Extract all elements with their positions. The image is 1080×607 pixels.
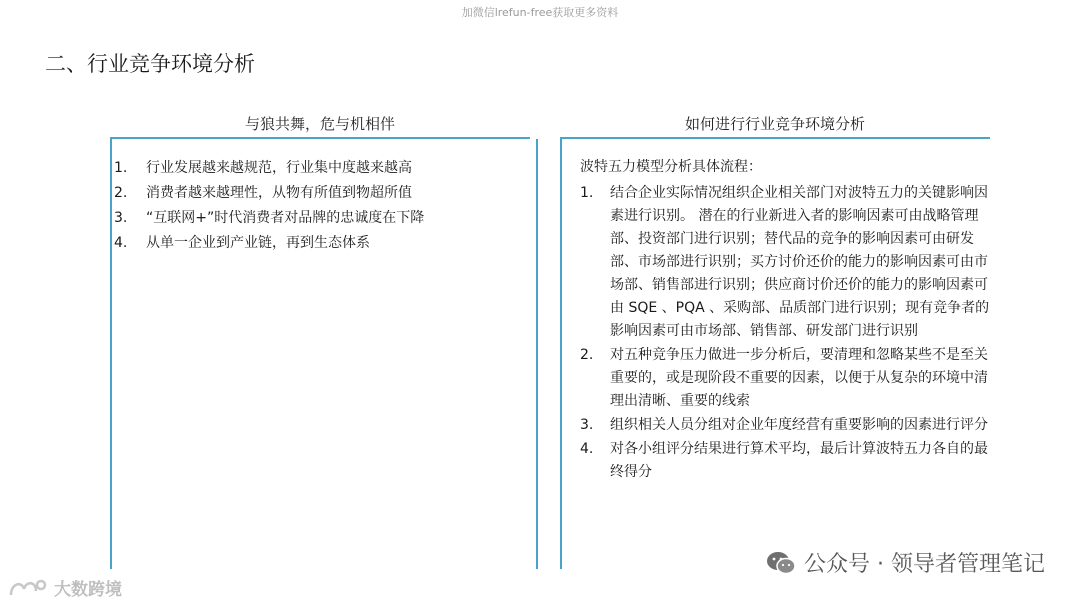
list-number: 4. [114, 235, 128, 251]
list-item [580, 414, 990, 437]
right-panel-rule [560, 137, 990, 139]
list-text: 从单一企业到产业链，再到生态体系 [146, 235, 370, 251]
wechat-icon [766, 551, 796, 575]
list-text: 组织相关人员分组对企业年度经营有重要影响的因素进行评分 [610, 417, 988, 433]
top-watermark: 加微信lrefun-free获取更多资料 [461, 6, 619, 19]
list-number: 1. [580, 185, 594, 201]
list-text: 对各小组评分结果进行算术平均，最后计算波特五力各自的最终得分 [610, 441, 988, 480]
right-panel-header: 如何进行行业竞争环境分析 [684, 115, 865, 133]
list-item [580, 344, 990, 413]
left-panel-list [114, 158, 524, 258]
right-panel-frame [560, 139, 562, 569]
left-panel-header: 与狼共舞，危与机相伴 [244, 115, 395, 133]
list-number: 1. [114, 160, 128, 176]
brand-logo-icon [8, 577, 48, 599]
list-number: 4. [580, 441, 594, 457]
right-panel-list [580, 182, 990, 484]
slide-title: 二、行业竞争环境分析 [45, 52, 255, 76]
right-panel-intro: 波特五力模型分析具体流程： [580, 159, 762, 175]
list-text: 结合企业实际情况组织企业相关部门对波特五力的关键影响因素进行识别。 潜在的行业新进入者的影响因素可由战略管理部、投资部门进行识别；替代品的竞争的影响因素可由研发部、市场部进行识别；买方讨价还价的能力的影响因素可由市场部、销售部进行识别；供应商讨价还价的能力的影响因素可由 SQE 、PQA 、采购部、品质部门进行识别；现有竞争者的影响因素可由市场部、销售部、研发部门进行识别 [610, 185, 990, 339]
brand-watermark-text: 大数跨境 [54, 580, 122, 600]
list-item [114, 183, 524, 207]
list-number: 2. [580, 347, 594, 363]
list-text: 消费者越来越理性，从物有所值到物超所值 [146, 185, 412, 201]
list-text: 行业发展越来越规范，行业集中度越来越高 [146, 160, 412, 176]
list-text: “互联网+”时代消费者对品牌的忠诚度在下降 [146, 210, 425, 226]
list-number: 3. [114, 210, 128, 226]
wechat-watermark-text: 公众号 · 领导者管理笔记 [804, 552, 1045, 577]
list-item [114, 233, 524, 257]
list-number: 3. [580, 417, 594, 433]
wechat-watermark [766, 547, 1045, 578]
list-item [114, 208, 524, 232]
right-panel-content [580, 156, 990, 485]
list-item [580, 182, 990, 343]
list-number: 2. [114, 185, 128, 201]
brand-watermark [8, 575, 122, 600]
list-item [114, 158, 524, 182]
list-item [580, 438, 990, 484]
list-text: 对五种竞争压力做进一步分析后，要清理和忽略某些不是至关重要的，或是现阶段不重要的因素，以便于从复杂的环境中清理出清晰、重要的线索 [610, 347, 988, 409]
